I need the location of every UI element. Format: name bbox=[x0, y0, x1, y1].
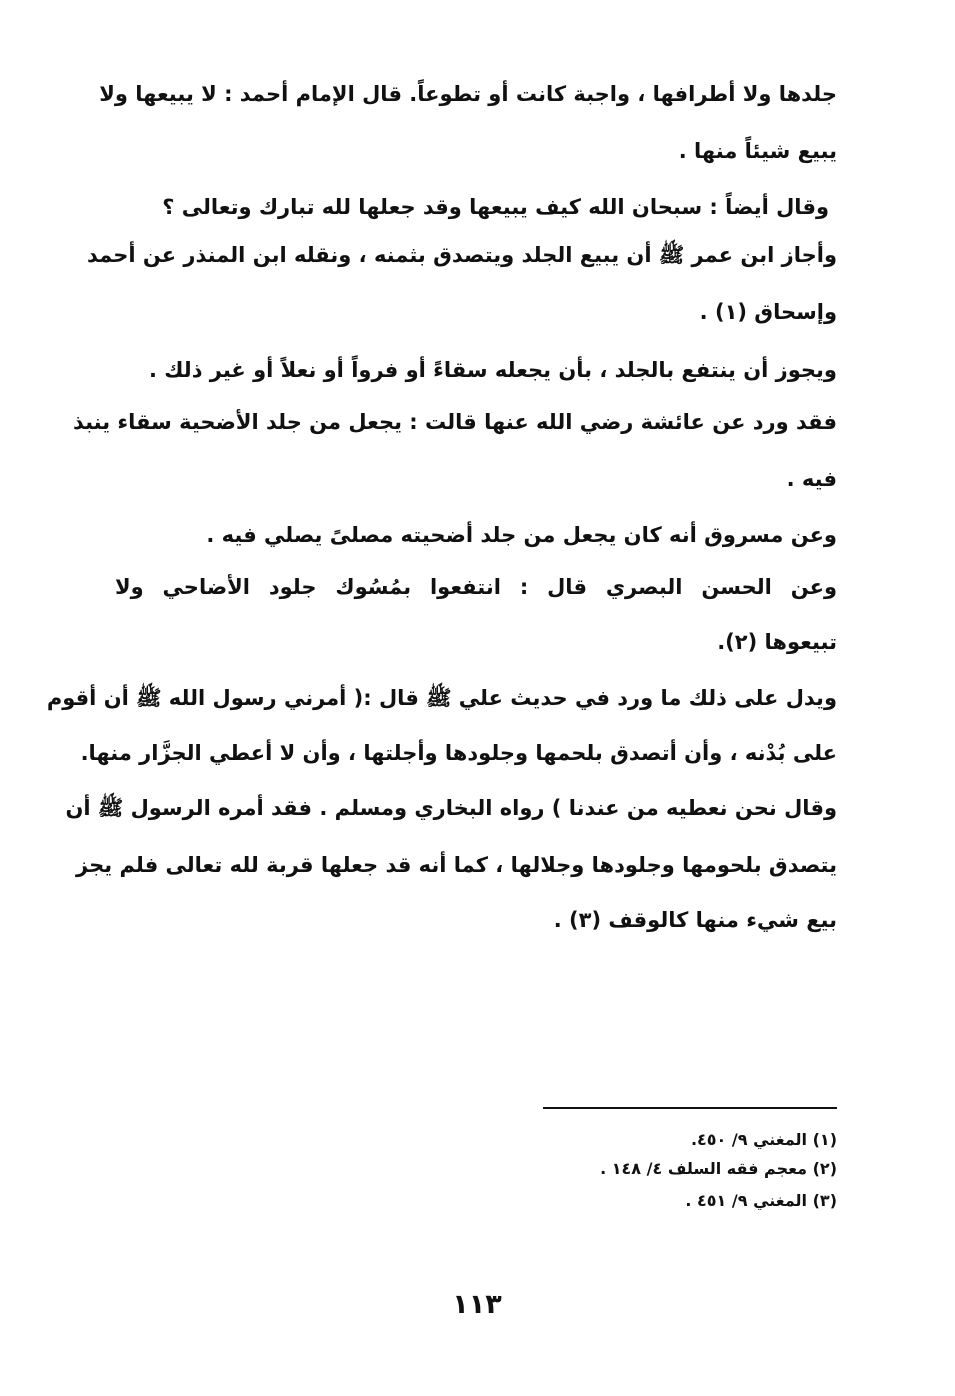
footnote-2: (٢) معجم فقه السلف ٤/ ١٤٨ . bbox=[600, 1159, 837, 1178]
footnote-separator bbox=[543, 1107, 837, 1109]
body-line-2: يبيع شيئاً منها . bbox=[678, 139, 837, 163]
body-line-8: فيه . bbox=[786, 467, 837, 491]
body-line-12: ويدل على ذلك ما ورد في حديث علي ﷺ قال :( أمرني رسول الله ﷺ أن أقوم bbox=[46, 686, 837, 710]
body-line-5: وإسحاق (١) . bbox=[699, 300, 837, 324]
body-line-9: وعن مسروق أنه كان يجعل من جلد أضحيته مصلىً يصلي فيه . bbox=[206, 523, 837, 547]
body-line-15: يتصدق بلحومها وجلودها وجلالها ، كما أنه قد جعلها قربة لله تعالى فلم يجز bbox=[76, 853, 837, 877]
body-line-13: على بُدْنه ، وأن أتصدق بلحمها وجلودها وأجلتها ، وأن لا أعطي الجزَّار منها. bbox=[80, 741, 837, 765]
footnote-3: (٣) المغني ٩/ ٤٥١ . bbox=[685, 1191, 837, 1210]
body-line-4: وأجاز ابن عمر ﷺ أن يبيع الجلد ويتصدق بثمنه ، ونقله ابن المنذر عن أحمد bbox=[87, 243, 837, 267]
body-line-11: تبيعوها (٢). bbox=[717, 630, 837, 654]
body-line-1: جلدها ولا أطرافها ، واجبة كانت أو تطوعاً. قال الإمام أحمد : لا يبيعها ولا bbox=[99, 82, 837, 106]
body-line-6: ويجوز أن ينتفع بالجلد ، بأن يجعله سقاءً أو فرواً أو نعلاً أو غير ذلك . bbox=[148, 358, 837, 382]
footnote-1: (١) المغني ٩/ ٤٥٠. bbox=[690, 1130, 837, 1149]
body-line-7: فقد ورد عن عائشة رضي الله عنها قالت : يجعل من جلد الأضحية سقاء ينبذ bbox=[72, 410, 837, 434]
page-number: ١١٣ bbox=[452, 1289, 502, 1320]
body-line-14: وقال نحن نعطيه من عندنا ) رواه البخاري ومسلم . فقد أمره الرسول ﷺ أن bbox=[65, 796, 837, 820]
body-line-3: وقال أيضاً : سبحان الله كيف يبيعها وقد جعلها لله تبارك وتعالى ؟ bbox=[162, 195, 829, 219]
body-line-16: بيع شيء منها كالوقف (٣) . bbox=[553, 908, 837, 932]
body-line-10: وعن الحسن البصري قال : انتفعوا بمُسُوك جلود الأضاحي ولا bbox=[115, 575, 837, 599]
